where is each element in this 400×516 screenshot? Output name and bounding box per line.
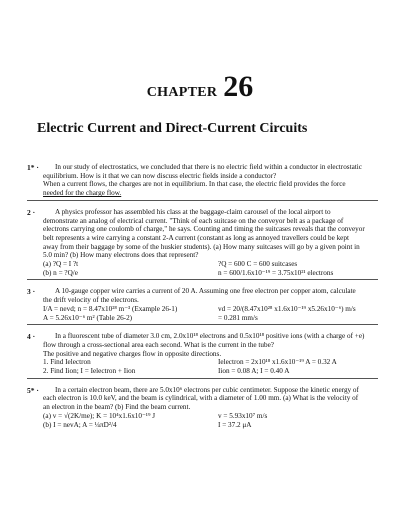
problem-3 [0,287,400,322]
solution-text-line: The positive and negative charges flow in opposite directions. [43,349,222,358]
problem-text-line: an electron in the beam? (b) Find the beam current. [43,403,191,412]
solution-result: vd = 20/(8.47x10²⁸ x1.6x10⁻¹⁹ x5.26x10⁻⁶) m/s [218,304,356,313]
solution-result: ?Q = 600 C = 600 suitcases [218,260,298,269]
problem-body [43,386,378,430]
solution-result: n = 600/1.6x10⁻¹⁹ = 3.75x10²¹ electrons [218,268,334,277]
chapter-label: CHAPTER [146,85,218,100]
problem-text-line: equilibrium. How is it that we can now discuss electric fields inside a conductor? [43,171,277,180]
problem-text-line: In a fluorescent tube of diameter 3.0 cm, 2.0x10¹⁸ electrons and 0.5x10¹⁸ positive ions (with a charge of +e) [55,332,365,341]
problem-text-line: electrons carrying one coulomb of charge," he says. Counting and timing the suitcases reveals that the conveyor [43,225,365,234]
problem-number: 3 · [27,287,36,297]
solution-result: I = 37.2 μA [218,420,252,429]
solution-text-line: needed for the charge flow. [43,189,122,198]
problem-text-line: A 10-gauge copper wire carries a current of 20 A. Assuming one free electron per copper atom, calculate [55,287,356,296]
solution-step: I/A = nevd; n = 8.47x10²⁸ m⁻³ (Example 26-1) [43,304,178,313]
solution-result: Ielectron = 2x10¹⁸ x1.6x10⁻¹⁹ A = 0.32 A [218,358,337,367]
solution-step: (b) n = ?Q/e [43,268,78,277]
problem-number: 1* · [27,163,39,172]
problem-text-line: each electron is 10.0 keV, and the beam is cylindrical, with a diameter of 1.00 mm. (a) What is the velocity of [43,394,359,403]
problem-text-line: belt represents a wire carrying a constant 2-A current (constant as long as annoyed travellers could be kept [43,233,349,242]
problem-text-line: In a certain electron beam, there are 5.0x10⁶ electrons per cubic centimeter. Suppose the kinetic energy of [55,385,359,394]
problem-number: 2 · [27,207,36,217]
problem-number: 5* · [27,385,39,395]
problem-text-line: the drift velocity of the electrons. [43,296,139,305]
problem-body [43,163,378,198]
chapter-heading [0,70,400,104]
problem-body [43,208,378,278]
solution-row [43,358,378,367]
solution-result: Iion = 0.08 A; I = 0.40 A [218,367,290,376]
chapter-title: Electric Current and Direct-Current Circuits [37,121,308,136]
solution-row [43,269,378,278]
solution-step: (b) I = nevA; A = ¼πD²/4 [43,420,117,429]
solution-row [43,260,378,269]
solution-step: A = 5.26x10⁻⁶ m² (Table 26-2) [43,313,133,322]
solution-row [43,421,378,430]
problem-5 [0,386,400,430]
problem-1 [0,163,400,198]
problem-text-line: 5.0 min? (b) How many electrons does that represent? [43,251,199,260]
problem-text-line: flow through a cross-sectional area each second. What is the current in the tube? [43,340,274,349]
solution-result: v = 5.93x10⁷ m/s [218,411,268,420]
problem-body [43,287,378,322]
solution-result: = 0.281 mm/s [218,313,258,322]
problem-number: 4 · [27,332,36,342]
problem-text-line: demonstrate an analog of electrical current. "Think of each suitcase on the conveyor belt as a package of [43,216,344,225]
problem-list [0,163,400,429]
problem-text-line: A physics professor has assembled his class at the baggage-claim carousel of the local airport to [55,207,331,216]
solution-row [43,314,378,323]
problem-text-line: away from their baggage by some of the huskier students). (a) How many suitcases will go by a given point in [43,242,360,251]
problem-text-line: In our study of electrostatics, we concluded that there is no electric field within a conductor in electrostatic [55,163,362,171]
solution-row [43,412,378,421]
solution-row [43,305,378,314]
solution-step: 1. Find Ielectron [43,358,91,367]
solution-row [43,367,378,376]
problem-4 [0,332,400,376]
solution-step: (a) v = √(2K/me); K = 10⁴x1.6x10⁻¹⁹ J [43,411,156,420]
solution-step: (a) ?Q = I ?t [43,260,79,269]
problem-body [43,332,378,376]
solution-step: 2. Find Iion; I = Ielectron + Iion [43,367,136,376]
solution-text-line: When a current flows, the charges are not in equilibrium. In that case, the electric field provides the force [43,180,346,189]
problem-2 [0,208,400,278]
chapter-number: 26 [223,70,254,103]
